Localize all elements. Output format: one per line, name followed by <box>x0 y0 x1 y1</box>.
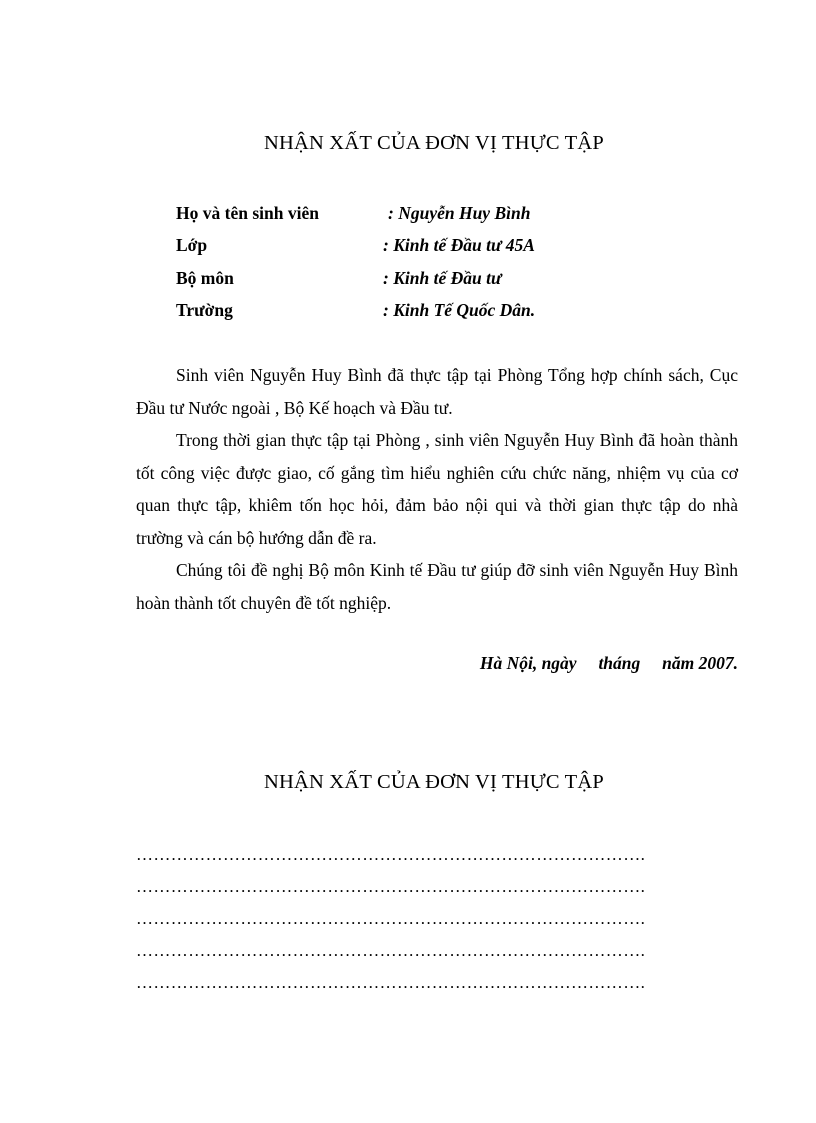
info-row-department <box>176 268 502 289</box>
info-value: : Nguyễn Huy Bình <box>388 203 531 223</box>
info-label: Lớp <box>176 235 208 255</box>
dotted-line: ……………………………………………………………………………. <box>136 973 646 992</box>
info-row-name <box>176 203 531 224</box>
info-row-school <box>176 300 536 321</box>
info-value: : Kinh tế Đầu tư 45A <box>383 235 535 255</box>
body-paragraph: Sinh viên Nguyễn Huy Bình đã thực tập tại Phòng Tổng hợp chính sách, Cục Đầu tư Nước ngoài , Bộ Kế hoạch và Đầu tư. <box>136 365 738 418</box>
info-label: Bộ môn <box>176 268 234 288</box>
dotted-line: ……………………………………………………………………………. <box>136 877 646 896</box>
info-row-class <box>176 235 535 256</box>
page-title: NHẬN XẤT CỦA ĐƠN VỊ THỰC TẬP <box>263 132 605 154</box>
info-label: Trường <box>176 300 233 320</box>
date-line: Hà Nội, ngày tháng năm 2007. <box>479 653 738 673</box>
dotted-line: ……………………………………………………………………………. <box>136 941 646 960</box>
body-paragraph: Chúng tôi đề nghị Bộ môn Kinh tế Đầu tư giúp đỡ sinh viên Nguyễn Huy Bình hoàn thành tốt chuyên đề tốt nghiệp. <box>136 560 738 613</box>
dotted-line: ……………………………………………………………………………. <box>136 909 646 928</box>
info-value: : Kinh tế Đầu tư <box>383 268 502 288</box>
dotted-line: ……………………………………………………………………………. <box>136 845 646 864</box>
info-value: : Kinh Tế Quốc Dân. <box>383 300 536 320</box>
body-paragraph: Trong thời gian thực tập tại Phòng , sinh viên Nguyễn Huy Bình đã hoàn thành tốt công việc được giao, cố gắng tìm hiểu nghiên cứu chức năng, nhiệm vụ của cơ quan thực tập, khiêm tốn học hỏi, đảm bảo nội qui và thời gian thực tập do nhà trường và cán bộ hướng dẫn đề ra. <box>136 430 738 548</box>
info-label: Họ và tên sinh viên <box>176 203 319 223</box>
section-title: NHẬN XẤT CỦA ĐƠN VỊ THỰC TẬP <box>263 771 605 793</box>
